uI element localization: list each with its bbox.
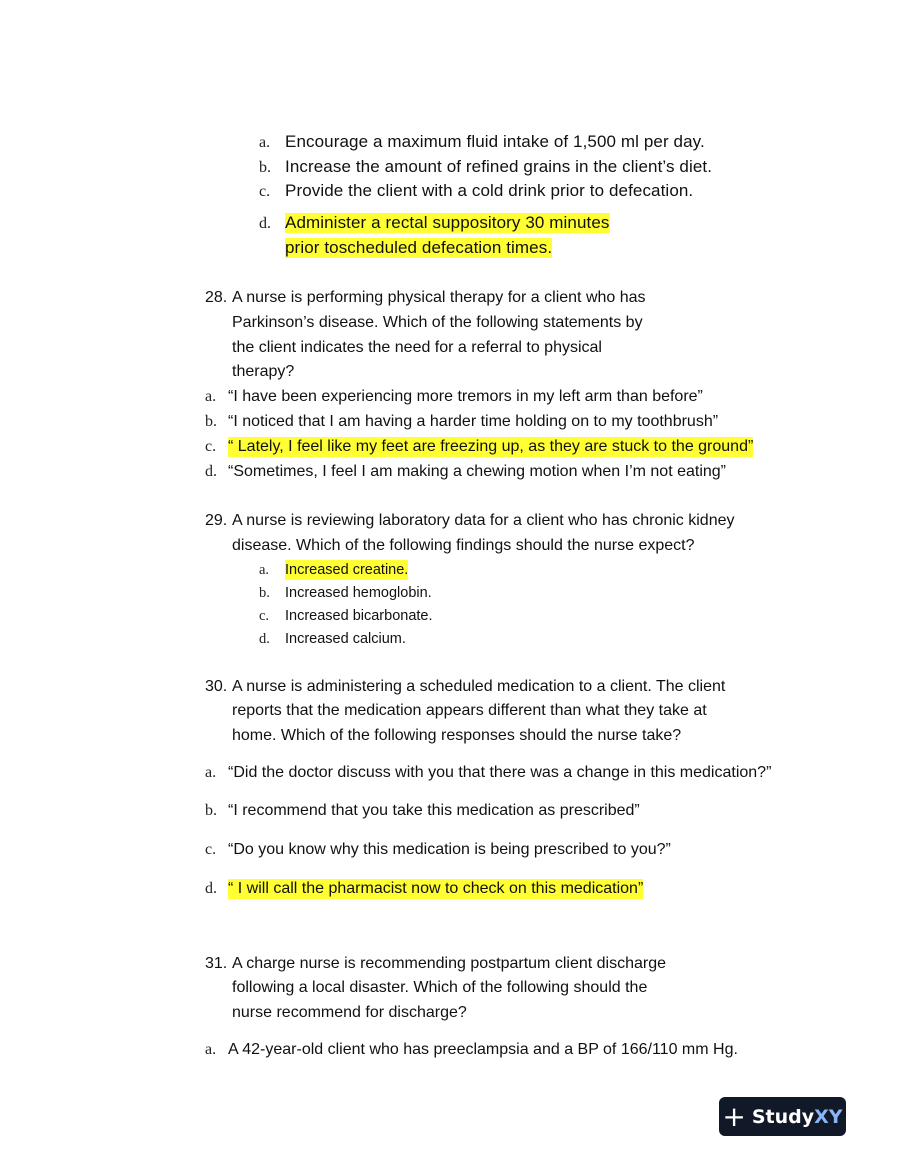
question-stem: Parkinson’s disease. Which of the following statements by (232, 314, 643, 331)
question-stem: home. Which of the following responses should the nurse take? (232, 727, 682, 744)
option-marker: d. (259, 631, 270, 647)
option-text: “Did the doctor discuss with you that there was a change in this medication?” (228, 764, 772, 781)
option-marker: d. (259, 215, 271, 232)
option-marker: d. (205, 463, 217, 480)
question-stem: nurse recommend for discharge? (232, 1004, 467, 1021)
question-stem: A charge nurse is recommending postpartum client discharge (232, 955, 666, 972)
option-marker: c. (259, 608, 270, 624)
option-marker: a. (205, 388, 217, 405)
question-stem: disease. Which of the following findings should the nurse expect? (232, 537, 695, 554)
question-stem: the client indicates the need for a referral to physical (232, 339, 602, 356)
option-text: A 42-year-old client who has preeclampsia and a BP of 166/110 mm Hg. (228, 1041, 738, 1058)
option-text: “I recommend that you take this medication as prescribed” (228, 802, 640, 819)
question-stem: A nurse is reviewing laboratory data for a client who has chronic kidney (232, 512, 735, 529)
question-number: 30. (205, 678, 228, 695)
option-marker: c. (259, 183, 271, 200)
question-stem: therapy? (232, 363, 295, 380)
option-text: “I have been experiencing more tremors in my left arm than before” (228, 388, 703, 405)
studyxy-logo (719, 1097, 846, 1136)
question-stem: reports that the medication appears different than what they take at (232, 702, 707, 719)
question-number: 28. (205, 289, 228, 306)
option-text: Increased bicarbonate. (285, 608, 433, 624)
option-text: Increased calcium. (285, 631, 406, 647)
question-stem: A nurse is performing physical therapy for a client who has (232, 289, 646, 306)
option-marker: b. (205, 413, 217, 430)
option-marker: a. (259, 562, 270, 578)
option-marker: a. (205, 1041, 217, 1058)
option-text: “Sometimes, I feel I am making a chewing motion when I’m not eating” (228, 463, 726, 480)
option-marker: c. (205, 438, 217, 455)
question-number: 29. (205, 512, 228, 529)
option-marker: a. (259, 134, 271, 151)
option-text: “I noticed that I am having a harder time holding on to my toothbrush” (228, 413, 719, 430)
option-text: Provide the client with a cold drink prior to defecation. (285, 181, 694, 200)
option-text: Increased hemoglobin. (285, 585, 432, 601)
option-text: Encourage a maximum fluid intake of 1,500 ml per day. (285, 132, 705, 151)
plus-icon: + (722, 1099, 746, 1133)
highlighted-answer: “ Lately, I feel like my feet are freezing up, as they are stuck to the ground” (228, 438, 754, 455)
question-number: 31. (205, 955, 228, 972)
option-marker: a. (205, 764, 217, 781)
option-marker: b. (259, 585, 270, 601)
question-stem: following a local disaster. Which of the following should the (232, 979, 648, 996)
highlighted-answer: prior toscheduled defecation times. (285, 238, 553, 257)
option-text: Increase the amount of refined grains in the client’s diet. (285, 157, 713, 176)
highlighted-answer: Administer a rectal suppository 30 minutes (285, 213, 610, 232)
highlighted-answer: “ I will call the pharmacist now to check on this medication” (228, 880, 644, 897)
highlighted-answer: Increased creatine. (285, 562, 409, 578)
brand-name: StudyXY (751, 1105, 843, 1128)
option-marker: d. (205, 880, 217, 897)
option-marker: b. (259, 159, 271, 176)
option-marker: b. (205, 802, 217, 819)
option-text: “Do you know why this medication is being prescribed to you?” (228, 841, 671, 858)
option-marker: c. (205, 841, 217, 858)
question-stem: A nurse is administering a scheduled medication to a client. The client (232, 678, 726, 695)
